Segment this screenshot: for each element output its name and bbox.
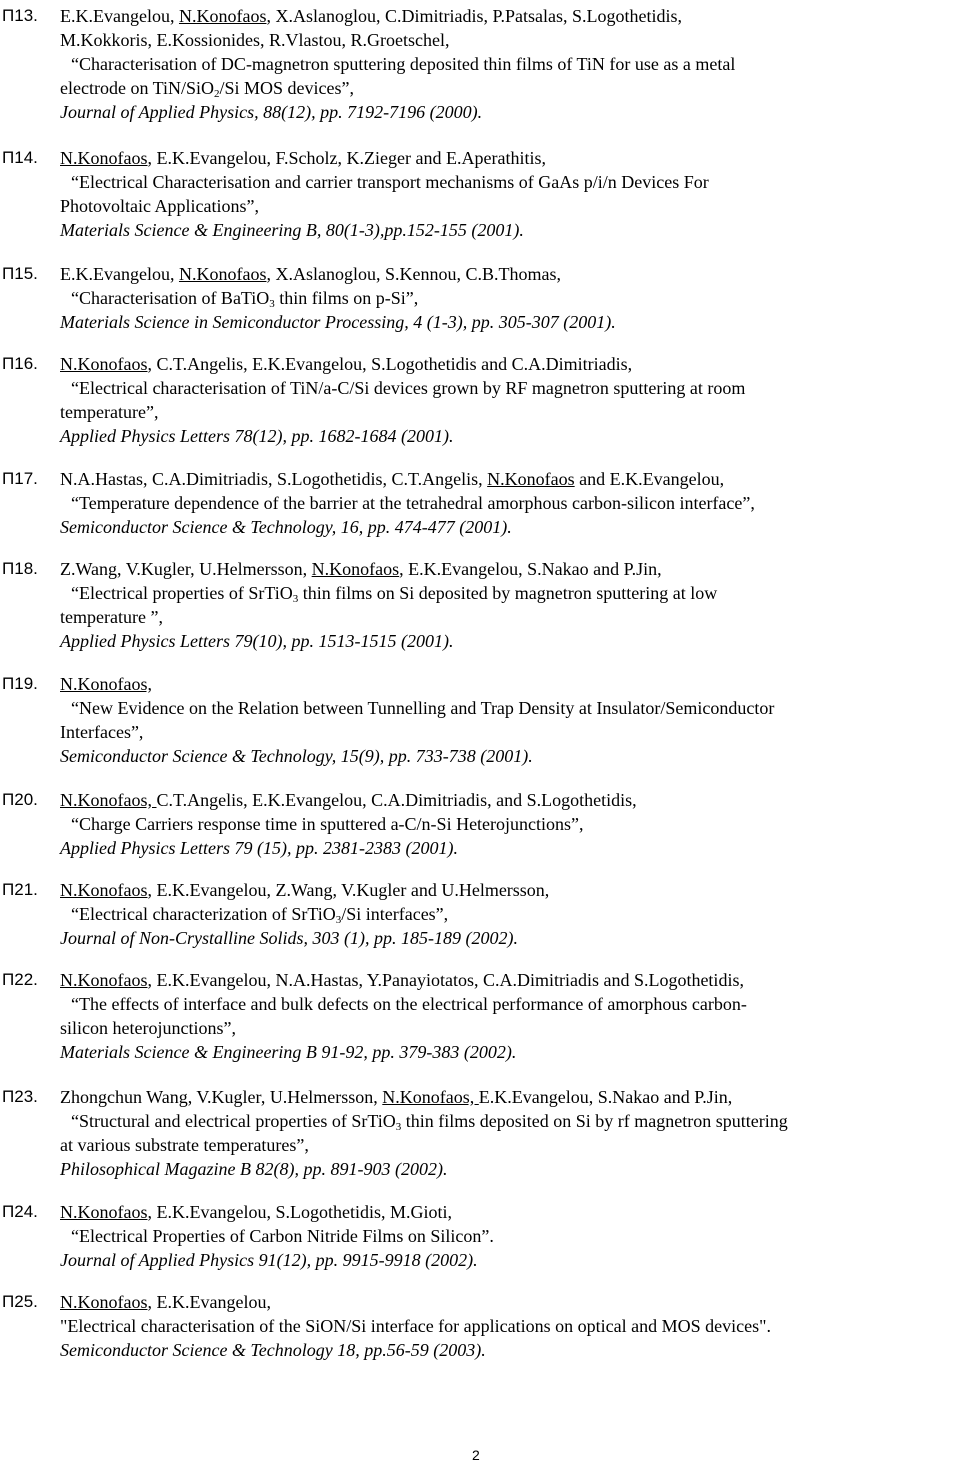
underlined-author: N.Konofaos	[60, 1202, 148, 1222]
text-segment: /Si interfaces”,	[341, 904, 449, 924]
journal-reference-line	[60, 836, 958, 860]
text-segment: E.K.Evangelou,	[60, 264, 179, 284]
title-line	[60, 52, 958, 76]
text-segment: thin films on Si deposited by magnetron sputtering at low	[298, 583, 718, 603]
text-segment: Journal of Applied Physics, 88(12), pp. 7192-7196 (2000).	[60, 102, 483, 122]
underlined-author: N.Konofaos,	[60, 790, 157, 810]
underlined-author: N.Konofaos	[60, 354, 148, 374]
entry-line	[60, 1133, 958, 1157]
subscript: 3	[269, 298, 275, 310]
entry-number: Π19.	[2, 674, 38, 693]
text-segment: “Electrical properties of SrTiO	[71, 583, 293, 603]
text-segment: Zhongchun Wang, V.Kugler, U.Helmersson,	[60, 1087, 383, 1107]
text-segment: , E.K.Evangelou, S.Logothetidis, M.Gioti,	[147, 1202, 452, 1222]
underlined-author: N.Konofaos,	[60, 674, 152, 694]
text-segment: Journal of Non-Crystalline Solids, 303 (1), pp. 185-189 (2002).	[60, 928, 518, 948]
text-segment: “Characterisation of BaTiO	[71, 288, 270, 308]
entry-line	[60, 1200, 958, 1224]
text-segment: C.T.Angelis, E.K.Evangelou, C.A.Dimitriadis, and S.Logothetidis,	[156, 790, 637, 810]
entry-number: Π13.	[2, 6, 38, 25]
entry-number: Π22.	[2, 970, 38, 989]
text-segment: Applied Physics Letters 79 (15), pp. 2381-2383 (2001).	[60, 838, 458, 858]
entry-number: Π16.	[2, 354, 38, 373]
entry-number: Π23.	[2, 1087, 38, 1106]
text-segment: Semiconductor Science & Technology, 15(9), pp. 733-738 (2001).	[60, 746, 533, 766]
text-segment: Applied Physics Letters 79(10), pp. 1513-1515 (2001).	[60, 631, 454, 651]
text-segment: Applied Physics Letters 78(12), pp. 1682-1684 (2001).	[60, 426, 454, 446]
entry-body	[60, 352, 958, 448]
entry-body	[60, 788, 958, 860]
text-segment: “Electrical characterization of SrTiO	[71, 904, 336, 924]
title-line	[60, 491, 958, 515]
underlined-author: N.Konofaos	[60, 970, 148, 990]
title-line	[60, 696, 958, 720]
entry-number: Π24.	[2, 1202, 38, 1221]
entry-body	[60, 672, 958, 768]
entry-line	[60, 1016, 958, 1040]
entry-number: Π15.	[2, 264, 38, 283]
text-segment: at various substrate temperatures”,	[60, 1135, 309, 1155]
journal-reference-line	[60, 218, 958, 242]
journal-reference-line	[60, 1338, 958, 1362]
text-segment: , C.T.Angelis, E.K.Evangelou, S.Logothetidis and C.A.Dimitriadis,	[147, 354, 633, 374]
text-segment: Semiconductor Science & Technology 18, pp.56-59 (2003).	[60, 1340, 486, 1360]
entry-line	[60, 557, 958, 581]
subscript: 2	[214, 88, 220, 100]
entry-line	[60, 1314, 958, 1338]
underlined-author: N.Konofaos	[60, 148, 148, 168]
entry-body	[60, 1290, 958, 1362]
underlined-author: N.Konofaos	[60, 880, 148, 900]
entry-line	[60, 262, 958, 286]
entry-line	[60, 76, 958, 100]
subscript: 3	[395, 1121, 402, 1133]
entry-line	[60, 146, 958, 170]
text-segment: thin films deposited on Si by rf magnetron sputtering	[401, 1111, 788, 1131]
entry-body	[60, 968, 958, 1064]
journal-reference-line	[60, 424, 958, 448]
journal-reference-line	[60, 926, 958, 950]
underlined-author: N.Konofaos	[311, 559, 400, 579]
entry-body	[60, 262, 958, 334]
title-line	[60, 992, 958, 1016]
text-segment: , E.K.Evangelou, N.A.Hastas, Y.Panayiotatos, C.A.Dimitriadis and S.Logothetidis,	[147, 970, 744, 990]
text-segment: /Si MOS devices”,	[219, 78, 355, 98]
underlined-author: Konofaos	[196, 6, 267, 26]
entry-number: Π17.	[2, 469, 38, 488]
text-segment: electrode on TiN/SiO	[60, 78, 215, 98]
entry-body	[60, 1200, 958, 1272]
journal-reference-line	[60, 1157, 958, 1181]
subscript: 3	[292, 593, 299, 605]
text-segment: temperature”,	[60, 402, 159, 422]
title-line	[60, 1109, 958, 1133]
page-number: 2	[472, 1447, 480, 1463]
entry-line	[60, 1085, 958, 1109]
entry-number: Π25.	[2, 1292, 38, 1311]
text-segment: “Temperature dependence of the barrier at the tetrahedral amorphous carbon-silicon interface”,	[71, 493, 755, 513]
text-segment: silicon heterojunctions”,	[60, 1018, 236, 1038]
text-segment: Materials Science & Engineering B, 80(1-3),pp.152-155 (2001).	[60, 220, 524, 240]
text-segment: Materials Science in Semiconductor Processing, 4 (1-3), pp. 305-307 (2001).	[60, 312, 616, 332]
text-segment: “New Evidence on the Relation between Tunnelling and Trap Density at Insulator/Semiconductor	[71, 698, 775, 718]
text-segment: “Structural and electrical properties of SrTiO	[71, 1111, 396, 1131]
underlined-author: N.Konofaos	[178, 264, 267, 284]
entry-number: Π14.	[2, 148, 38, 167]
journal-reference-line	[60, 1040, 958, 1064]
entry-body	[60, 4, 958, 124]
journal-reference-line	[60, 310, 958, 334]
underlined-author: N.	[178, 6, 197, 26]
entry-line	[60, 400, 958, 424]
entry-line	[60, 788, 958, 812]
title-line	[60, 581, 958, 605]
entry-number: Π18.	[2, 559, 38, 578]
entry-line	[60, 194, 958, 218]
text-segment: “Electrical Characterisation and carrier transport mechanisms of GaAs p/i/n Devices For	[71, 172, 709, 192]
text-segment: Interfaces”,	[60, 722, 144, 742]
text-segment: , E.K.Evangelou, Z.Wang, V.Kugler and U.Helmersson,	[147, 880, 550, 900]
journal-reference-line	[60, 744, 958, 768]
journal-reference-line	[60, 515, 958, 539]
entry-number: Π20.	[2, 790, 38, 809]
entry-line	[60, 878, 958, 902]
text-segment: E.K.Evangelou, S.Nakao and P.Jin,	[478, 1087, 733, 1107]
entry-line	[60, 672, 958, 696]
subscript: 3	[335, 914, 342, 926]
underlined-author: N.Konofaos	[60, 1292, 148, 1312]
text-segment: Materials Science & Engineering B 91-92, pp. 379-383 (2002).	[60, 1042, 517, 1062]
text-segment: and E.K.Evangelou,	[574, 469, 725, 489]
entry-body	[60, 467, 958, 539]
entry-body	[60, 557, 958, 653]
entry-line	[60, 720, 958, 744]
journal-reference-line	[60, 629, 958, 653]
entry-line	[60, 1290, 958, 1314]
entry-line	[60, 28, 958, 52]
entry-line	[60, 352, 958, 376]
text-segment: , X.Aslanoglou, S.Kennou, C.B.Thomas,	[266, 264, 561, 284]
title-line	[60, 170, 958, 194]
journal-reference-line	[60, 100, 958, 124]
text-segment: thin films on p-Si”,	[274, 288, 419, 308]
title-line	[60, 286, 958, 310]
title-line	[60, 1224, 958, 1248]
entry-number: Π21.	[2, 880, 38, 899]
text-segment: E.K.Evangelou,	[60, 6, 179, 26]
text-segment: , E.K.Evangelou, S.Nakao and P.Jin,	[399, 559, 662, 579]
text-segment: “Charge Carriers response time in sputtered a-C/n-Si Heterojunctions”,	[71, 814, 584, 834]
text-segment: , E.K.Evangelou,	[147, 1292, 271, 1312]
text-segment: temperature ”,	[60, 607, 163, 627]
entry-body	[60, 1085, 958, 1181]
entry-line	[60, 968, 958, 992]
text-segment: “Characterisation of DC-magnetron sputtering deposited thin films of TiN for use as a metal	[71, 54, 736, 74]
text-segment: “Electrical Properties of Carbon Nitride Films on Silicon”.	[71, 1226, 494, 1246]
title-line	[60, 902, 958, 926]
underlined-author: N.Konofaos,	[382, 1087, 479, 1107]
text-segment: Photovoltaic Applications”,	[60, 196, 259, 216]
entry-line	[60, 605, 958, 629]
text-segment: "Electrical characterisation of the SiON/Si interface for applications on optical and MOS devices".	[60, 1316, 771, 1336]
text-segment: Journal of Applied Physics 91(12), pp. 9915-9918 (2002).	[60, 1250, 478, 1270]
entry-line	[60, 4, 958, 28]
text-segment: “The effects of interface and bulk defects on the electrical performance of amorphous carbon-	[71, 994, 747, 1014]
entry-body	[60, 146, 958, 242]
text-segment: , X.Aslanoglou, C.Dimitriadis, P.Patsalas, S.Logothetidis,	[266, 6, 682, 26]
entry-body	[60, 878, 958, 950]
underlined-author: N.Konofaos	[487, 469, 575, 489]
text-segment: N.A.Hastas, C.A.Dimitriadis, S.Logothetidis, C.T.Angelis,	[60, 469, 488, 489]
text-segment: Z.Wang, V.Kugler, U.Helmersson,	[60, 559, 312, 579]
text-segment: “Electrical characterisation of TiN/a-C/Si devices grown by RF magnetron sputtering at room	[71, 378, 746, 398]
title-line	[60, 812, 958, 836]
text-segment: M.Kokkoris, E.Kossionides, R.Vlastou, R.Groetschel,	[60, 30, 450, 50]
text-segment: Philosophical Magazine B 82(8), pp. 891-903 (2002).	[60, 1159, 448, 1179]
text-segment: Semiconductor Science & Technology, 16, pp. 474-477 (2001).	[60, 517, 512, 537]
journal-reference-line	[60, 1248, 958, 1272]
entry-line	[60, 467, 958, 491]
title-line	[60, 376, 958, 400]
text-segment: , E.K.Evangelou, F.Scholz, K.Zieger and E.Aperathitis,	[147, 148, 546, 168]
